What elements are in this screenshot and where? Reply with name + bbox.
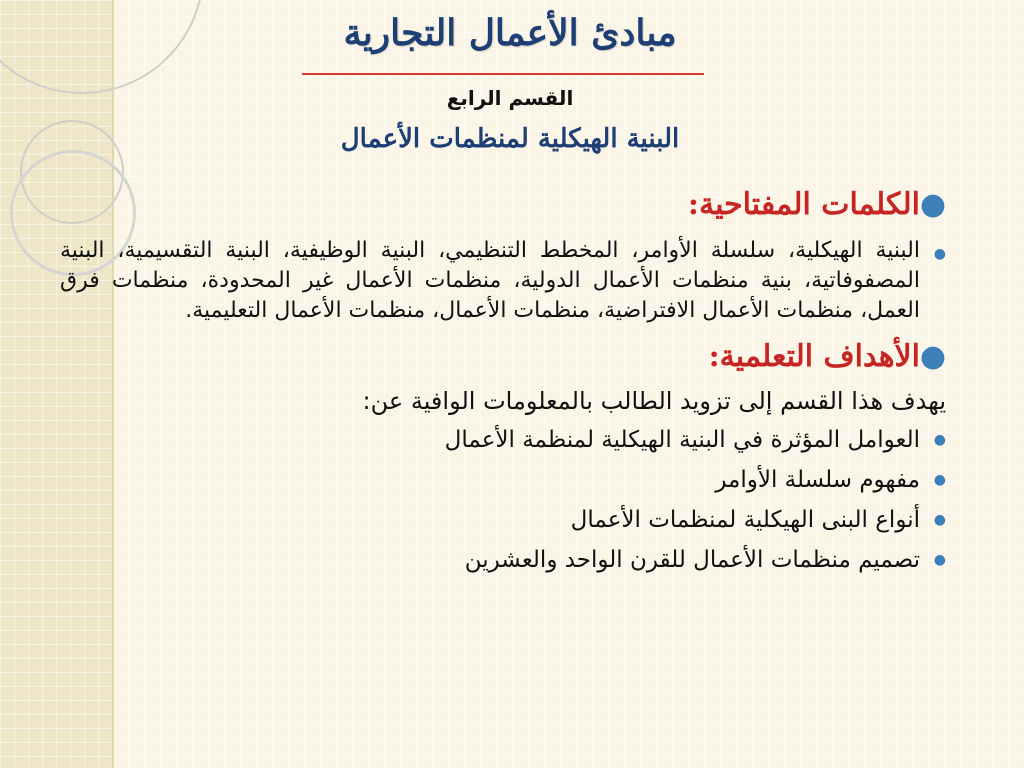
bullet-icon: ● <box>919 187 946 222</box>
section-subtitle: البنية الهيكلية لمنظمات الأعمال <box>340 124 680 154</box>
objective-text: مفهوم سلسلة الأوامر <box>715 467 920 493</box>
bullet-icon: ● <box>933 552 946 568</box>
list-item <box>60 460 950 500</box>
objective-text: العوامل المؤثرة في البنية الهيكلية لمنظمة الأعمال <box>444 427 920 453</box>
bullet-icon: ● <box>933 246 946 262</box>
slide-content <box>60 180 950 580</box>
keywords-text: البنية الهيكلية، سلسلة الأوامر، المخطط التنظيمي، البنية الوظيفية، البنية التقسيمية، البنية المصفوفاتية، بنية منظمات الأعمال الدولية، منظمات الأعمال غير المحدودة، منظمات فرق العمل، منظمات الأعمال الافتراضية، منظمات الأعمال، منظمات الأعمال التعليمية. <box>60 238 920 323</box>
list-item <box>60 540 950 580</box>
objectives-heading-item <box>60 332 950 382</box>
bullet-icon: ● <box>933 432 946 448</box>
keywords-heading: الكلمات المفتاحية: <box>687 187 920 222</box>
title-underline <box>302 73 704 75</box>
objective-text: تصميم منظمات الأعمال للقرن الواحد والعشرين <box>464 547 920 573</box>
bullet-icon: ● <box>933 472 946 488</box>
bullet-icon: ● <box>919 339 946 374</box>
objectives-heading: الأهداف التعلمية: <box>708 339 920 374</box>
keywords-heading-item <box>60 180 950 230</box>
section-label: القسم الرابع <box>446 86 574 110</box>
keywords-text-item <box>60 236 950 326</box>
bullet-icon: ● <box>933 512 946 528</box>
list-item <box>60 420 950 460</box>
objectives-intro: يهدف هذا القسم إلى تزويد الطالب بالمعلومات الوافية عن: <box>362 387 946 415</box>
slide-title: مبادئ الأعمال التجارية <box>343 12 677 54</box>
list-item <box>60 500 950 540</box>
objective-text: أنواع البنى الهيكلية لمنظمات الأعمال <box>570 507 920 533</box>
